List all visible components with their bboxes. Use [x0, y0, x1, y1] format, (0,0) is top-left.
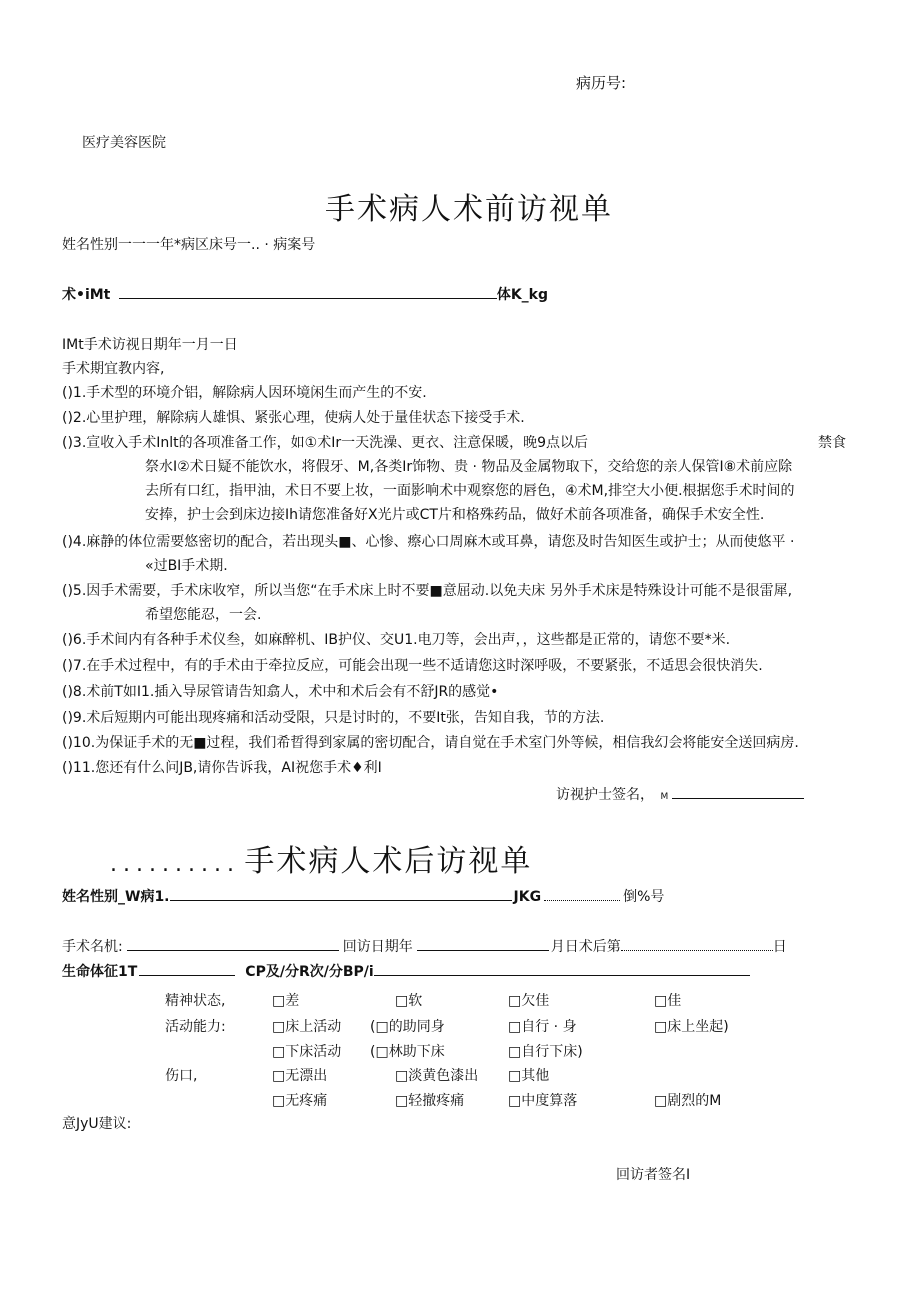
activity-opt-4[interactable]: □床上坐起) — [654, 1019, 729, 1035]
mental-opt-1[interactable]: □差 — [272, 993, 300, 1009]
post-visit-title-line — [110, 836, 532, 880]
advice-label: 意JyU建议: — [62, 1116, 132, 1132]
item-text: ()10.为保证手术的无■过程，我们希晢得到家属的密切配合，请自觉在手术室门外等候，相信我幻会将能安全送回病房. — [62, 735, 799, 751]
post-patient-label: 姓名性别_W病1. — [62, 889, 170, 905]
activity-opt-6[interactable]: (□林助下床 — [370, 1044, 445, 1060]
education-item-3 — [62, 431, 872, 527]
item-cont: «过BI手术期. — [145, 558, 228, 574]
vitals-line — [62, 961, 750, 981]
vitals-label: 生命体征1T — [62, 964, 138, 980]
surgery-name-label: 手术名机: — [62, 939, 123, 955]
wound-opt-4[interactable]: □无疼痛 — [272, 1093, 328, 1109]
item-cont: 希望您能忍，一会. — [145, 607, 262, 623]
pre-patient-info-line: 姓名性别一一一年*病区床号一.. · 病案号 — [62, 237, 316, 253]
post-bed-label: 倒%号 — [623, 889, 665, 905]
visitor-signature-label: 回访者签名I — [616, 1167, 691, 1183]
post-days-label: 月日术后第 — [550, 939, 621, 955]
wound-opt-6[interactable]: □中度算落 — [508, 1093, 578, 1109]
item-text: ()11.您还有什么问JB,请你告诉我，AI祝您手术♦利I — [62, 760, 382, 776]
activity-opt-5[interactable]: □下床活动 — [272, 1044, 342, 1060]
nurse-signature-line — [556, 784, 804, 804]
nurse-signature-field[interactable] — [672, 784, 804, 799]
education-item-1 — [62, 381, 872, 405]
mental-label: 精神状态, — [165, 993, 226, 1009]
visit-date-label: 回访日期年 — [342, 939, 413, 955]
item-text: ()1.手术型的环境介铝，解除病人因环境闲生而产生的不安. — [62, 385, 427, 401]
education-item-2 — [62, 406, 872, 430]
surgery-label: 术•iMt — [62, 287, 111, 303]
vitals-temp-field[interactable] — [139, 961, 235, 976]
post-title-dots: .......... — [110, 852, 240, 877]
mental-opt-2[interactable]: □软 — [395, 993, 423, 1009]
education-item-5 — [62, 579, 872, 627]
education-item-4 — [62, 530, 872, 578]
post-visit-title: 手术病人术后访视单 — [244, 844, 533, 879]
item-text: ()8.术前T如I1.插入导尿管请告知翕人，术中和术后会有不舒JR的感觉• — [62, 684, 499, 700]
hospital-name: 医疗美容医院 — [82, 135, 166, 151]
activity-opt-1[interactable]: □床上活动 — [272, 1019, 342, 1035]
education-item-6 — [62, 628, 872, 652]
education-item-7 — [62, 654, 872, 678]
surgery-field[interactable] — [119, 284, 497, 299]
item-text: ()7.在手术过程中，有的手术由于牵拉反应，可能会出现一些不适请您这时深呼吸，不要紧张，不适思会很快消失. — [62, 658, 763, 674]
item-text: ()2.心里护理，解除病人雄惧、紧张心理，使病人处于量佳状态下接受手术. — [62, 410, 525, 426]
item-text: ()3.宣收入手术Inlt的各项准备工作，如①术Ir一天洗澡、更衣、注意保暖，晚9点以后 — [62, 435, 589, 451]
weight-label: 体K_kg — [496, 287, 549, 303]
nurse-signature-label: 访视护士签名， — [556, 787, 654, 803]
wound-label: 伤口, — [165, 1068, 198, 1084]
post-jkg-label: JKG — [513, 889, 542, 905]
activity-opt-3[interactable]: □自行 · 身 — [508, 1019, 577, 1035]
mental-opt-3[interactable]: □欠佳 — [508, 993, 550, 1009]
item-text: ()6.手术间内有各种手术仪叁，如麻醉机、IB护仪、交U1.电刀等，会出声，，这些都是正常的，请您不要*米. — [62, 632, 731, 648]
education-heading: 手术期宜教内容, — [62, 361, 165, 377]
mental-opt-4[interactable]: □佳 — [654, 993, 682, 1009]
post-days-field[interactable] — [621, 936, 773, 951]
record-number-label: 病历号: — [576, 74, 627, 92]
activity-opt-2[interactable]: (□的助同身 — [370, 1019, 445, 1035]
item-text: ()4.麻静的体位需要悠密切的配合，若出现头■、心惨、瘵心口周麻木或耳鼻，请您及时告知医生或护士；从而使悠平 · — [62, 534, 795, 550]
education-item-10 — [62, 731, 872, 755]
visit-date-line: IMt手术访视日期年一月一日 — [62, 337, 238, 353]
nurse-signature-mark: M — [660, 792, 669, 802]
post-patient-field[interactable] — [170, 886, 512, 901]
pre-visit-title: 手术病人术前访视单 — [325, 192, 613, 227]
wound-opt-3[interactable]: □其他 — [508, 1068, 550, 1084]
wound-opt-1[interactable]: □无漂出 — [272, 1068, 328, 1084]
item-text-tail: 禁食 — [818, 435, 846, 451]
education-item-11 — [62, 756, 872, 780]
wound-opt-5[interactable]: □轻撤疼痛 — [395, 1093, 465, 1109]
wound-opt-7[interactable]: □剧烈的M — [654, 1093, 722, 1109]
wound-opt-2[interactable]: □淡黄色漆出 — [395, 1068, 479, 1084]
vitals-rest-label: CP及/分R次/分BP/i — [245, 964, 374, 980]
item-cont: 祭水I②术日疑不能饮水，将假牙、M,各类Ir饰物、贵 · 物品及金属物取下，交给您的亲人保管I⑧术前应除 — [145, 459, 793, 475]
post-jkg-field[interactable] — [544, 886, 620, 901]
item-text: ()5.因手术需要，手术床收窄，所以当您“在手术床上时不要■意屈动.以免夫床 另外手术床是特殊设计可能不是很雷犀, — [62, 583, 793, 599]
education-item-9 — [62, 706, 872, 730]
item-cont: 安捧，护士会到床边接Ih请您准备好X光片或CT片和格殊药品，做好术前各项准备，确保手术安全性. — [145, 507, 765, 523]
activity-opt-7[interactable]: □自行下床) — [508, 1044, 583, 1060]
activity-label: 活动能力: — [165, 1019, 226, 1035]
vitals-bp-field[interactable] — [374, 961, 750, 976]
post-patient-info-line — [62, 886, 664, 906]
item-cont: 去所有口红，指甲油，术日不要上妆，一面影响术中观察您的唇色，④术M,排空大小便.根据您手术时间的 — [145, 483, 795, 499]
surgery-name-field[interactable] — [127, 936, 339, 951]
surgery-weight-line — [62, 284, 548, 304]
post-surgery-date-line — [62, 936, 787, 956]
day-label: 日 — [772, 939, 787, 955]
education-item-8 — [62, 680, 872, 704]
visit-date-field[interactable] — [417, 936, 549, 951]
item-text: ()9.术后短期内可能出现疼痛和活动受限，只是讨时的，不要It张，告知自我，节的方法. — [62, 710, 605, 726]
